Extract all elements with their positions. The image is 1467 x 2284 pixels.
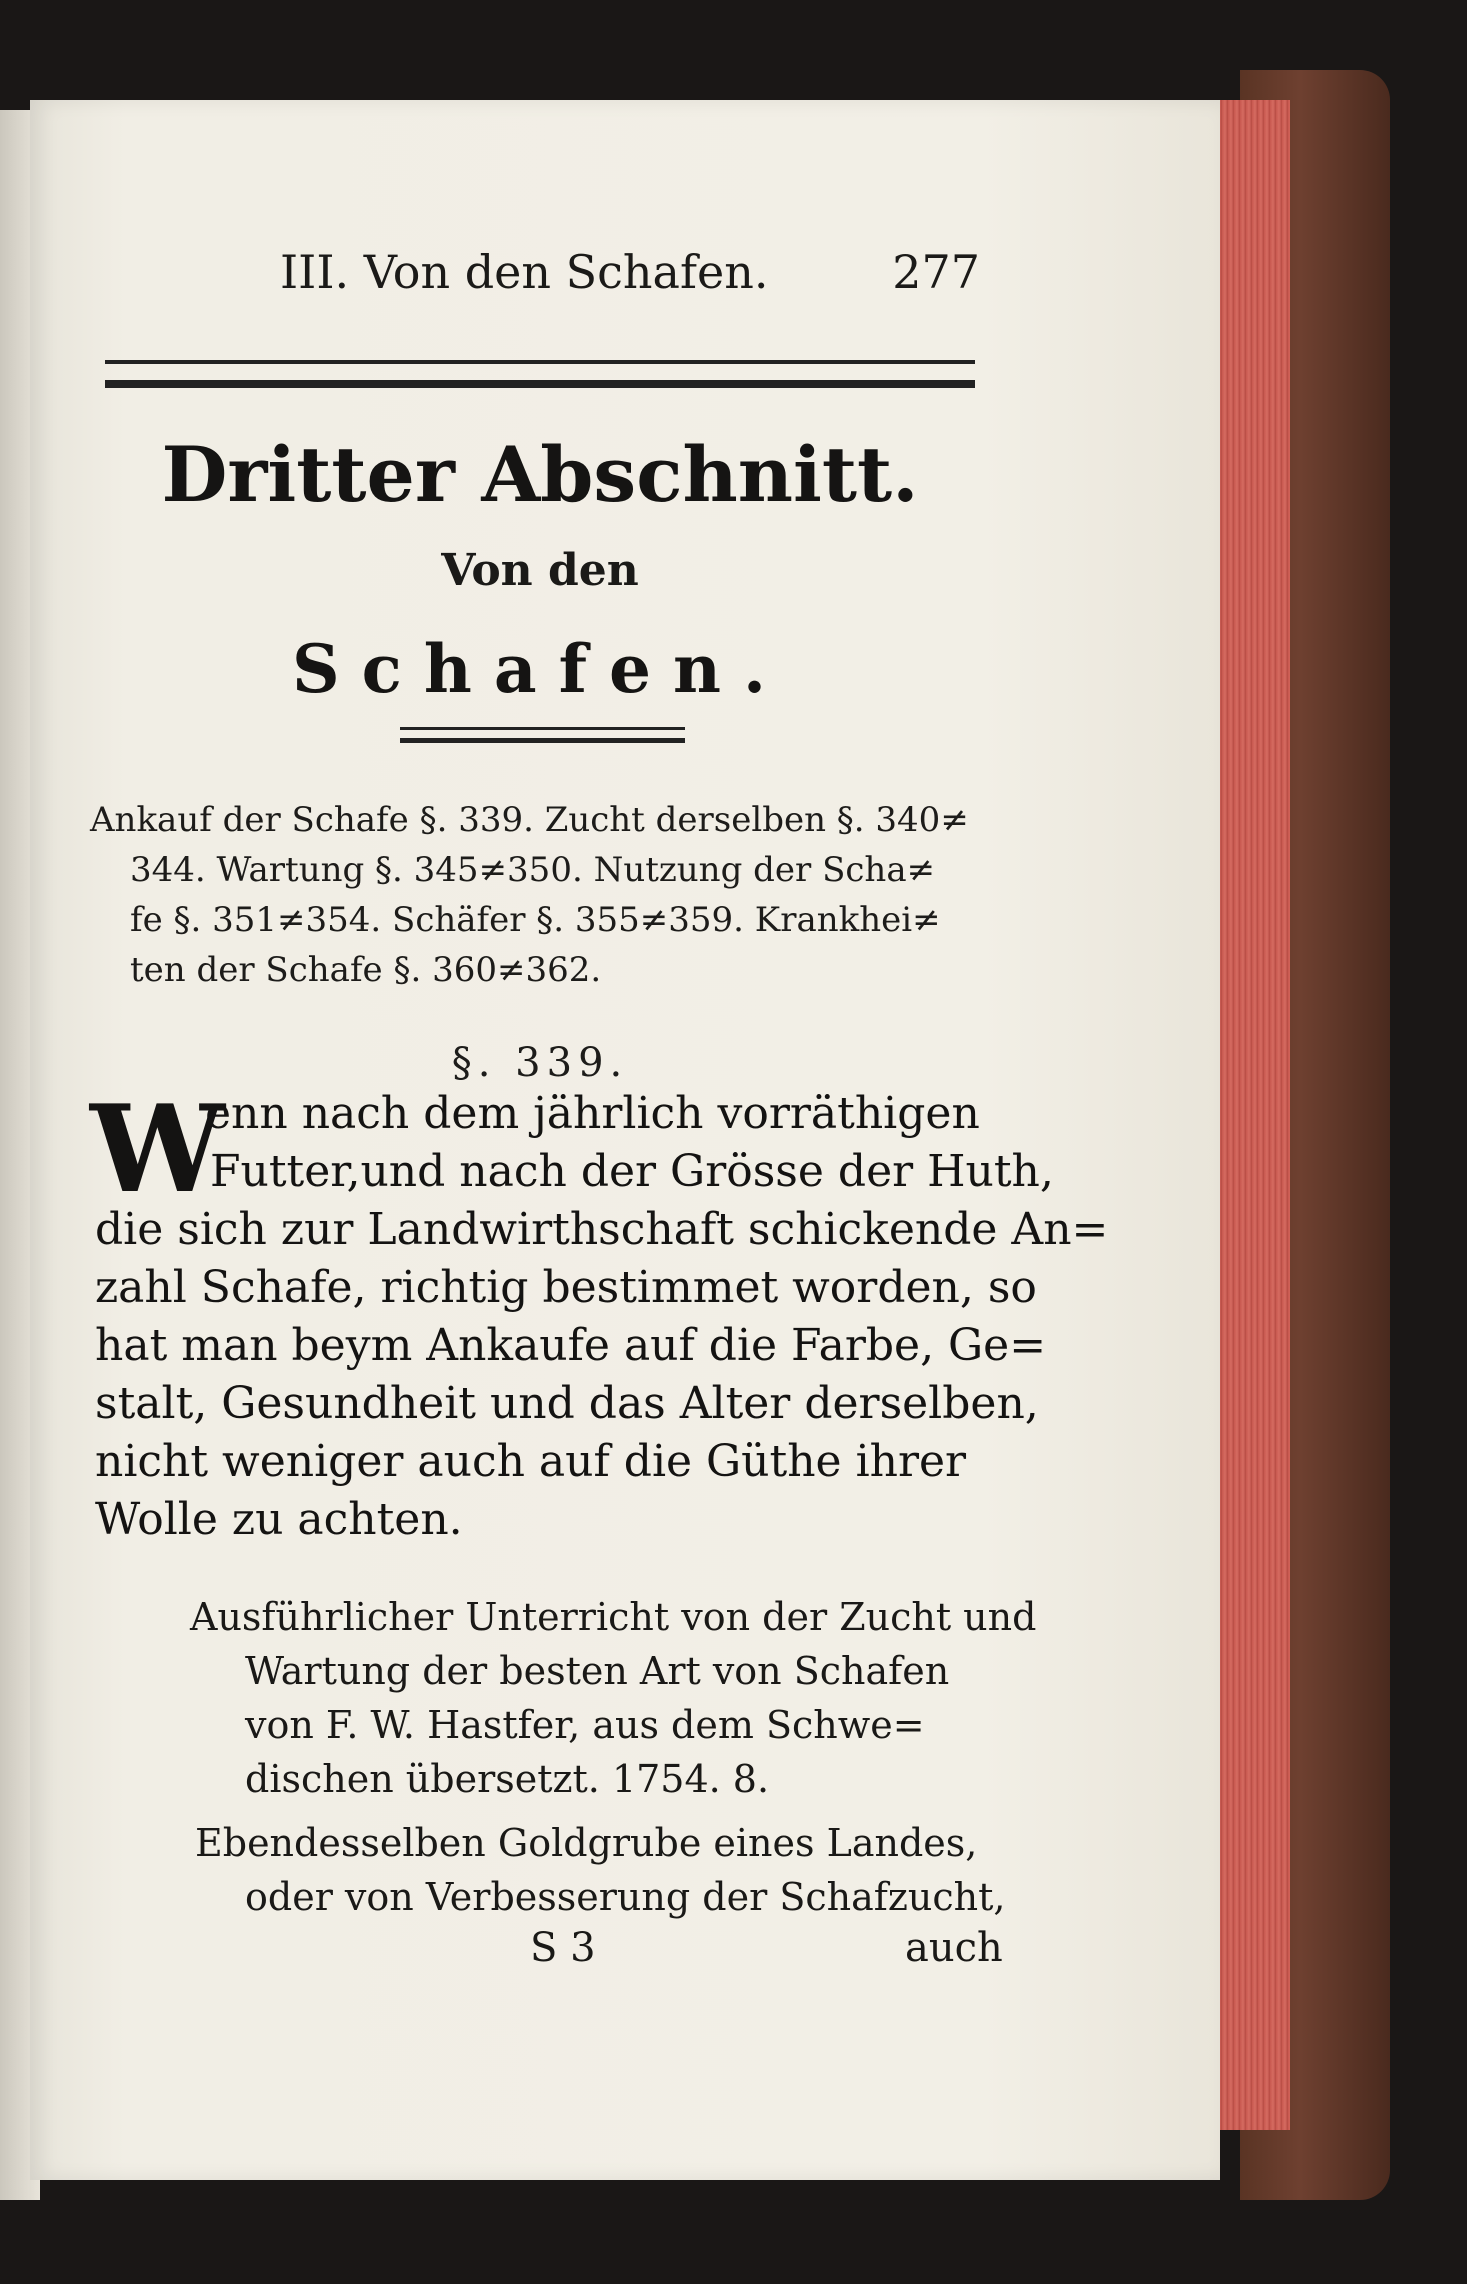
summary-line: 344. Wartung §. 345≠350. Nutzung der Scha≠	[130, 850, 936, 890]
reference-line: oder von Verbesserung der Schafzucht,	[245, 1875, 1006, 1919]
body-line: zahl Schafe, richtig bestimmet worden, so	[95, 1262, 1037, 1313]
section-title: Dritter Abschnitt.	[161, 430, 919, 519]
body-line: Futter,und nach der Grösse der Huth,	[210, 1146, 1054, 1197]
body-paragraph	[95, 1085, 1109, 1549]
reference-line: Wartung der besten Art von Schafen	[245, 1649, 950, 1693]
reference-line: Ebendesselben Goldgrube eines Landes,	[195, 1821, 978, 1865]
header-rule	[105, 360, 975, 388]
title-rule	[400, 727, 685, 743]
body-line: Wolle zu achten.	[95, 1494, 463, 1545]
running-title: III. Von den Schafen.	[280, 245, 769, 299]
section-summary	[90, 795, 990, 995]
reference-line: dischen übersetzt. 1754. 8.	[245, 1757, 770, 1801]
body-line: nicht weniger auch auf die Güthe ihrer	[95, 1436, 967, 1487]
reference-line: Ausführlicher Unterricht von der Zucht und	[190, 1595, 1037, 1639]
paragraph-number: §. 339.	[451, 1040, 629, 1086]
drop-cap: W	[90, 1079, 225, 1220]
catchword: auch	[905, 1925, 1003, 1971]
summary-line: fe §. 351≠354. Schäfer §. 355≠359. Krankhei≠	[130, 900, 941, 940]
signature-mark: S 3	[530, 1925, 596, 1971]
page-number: 277	[892, 245, 980, 299]
summary-line: Ankauf der Schafe §. 339. Zucht derselben §. 340≠	[90, 800, 969, 840]
running-header	[280, 245, 980, 315]
reference-entry	[190, 1816, 1010, 1924]
section-subtitle: Von den	[441, 545, 639, 596]
body-line: enn nach dem jährlich vorräthigen	[205, 1088, 980, 1139]
body-line: die sich zur Landwirthschaft schickende An=	[95, 1204, 1109, 1255]
body-line: stalt, Gesundheit und das Alter derselben,	[95, 1378, 1039, 1429]
reference-entry	[190, 1590, 1037, 1806]
section-subject: Schafen.	[292, 630, 788, 708]
references	[190, 1590, 1037, 1924]
body-line: hat man beym Ankaufe auf die Farbe, Ge=	[95, 1320, 1047, 1371]
page-edges	[1210, 100, 1290, 2130]
summary-line: ten der Schafe §. 360≠362.	[130, 950, 602, 990]
reference-line: von F. W. Hastfer, aus dem Schwe=	[245, 1703, 925, 1747]
